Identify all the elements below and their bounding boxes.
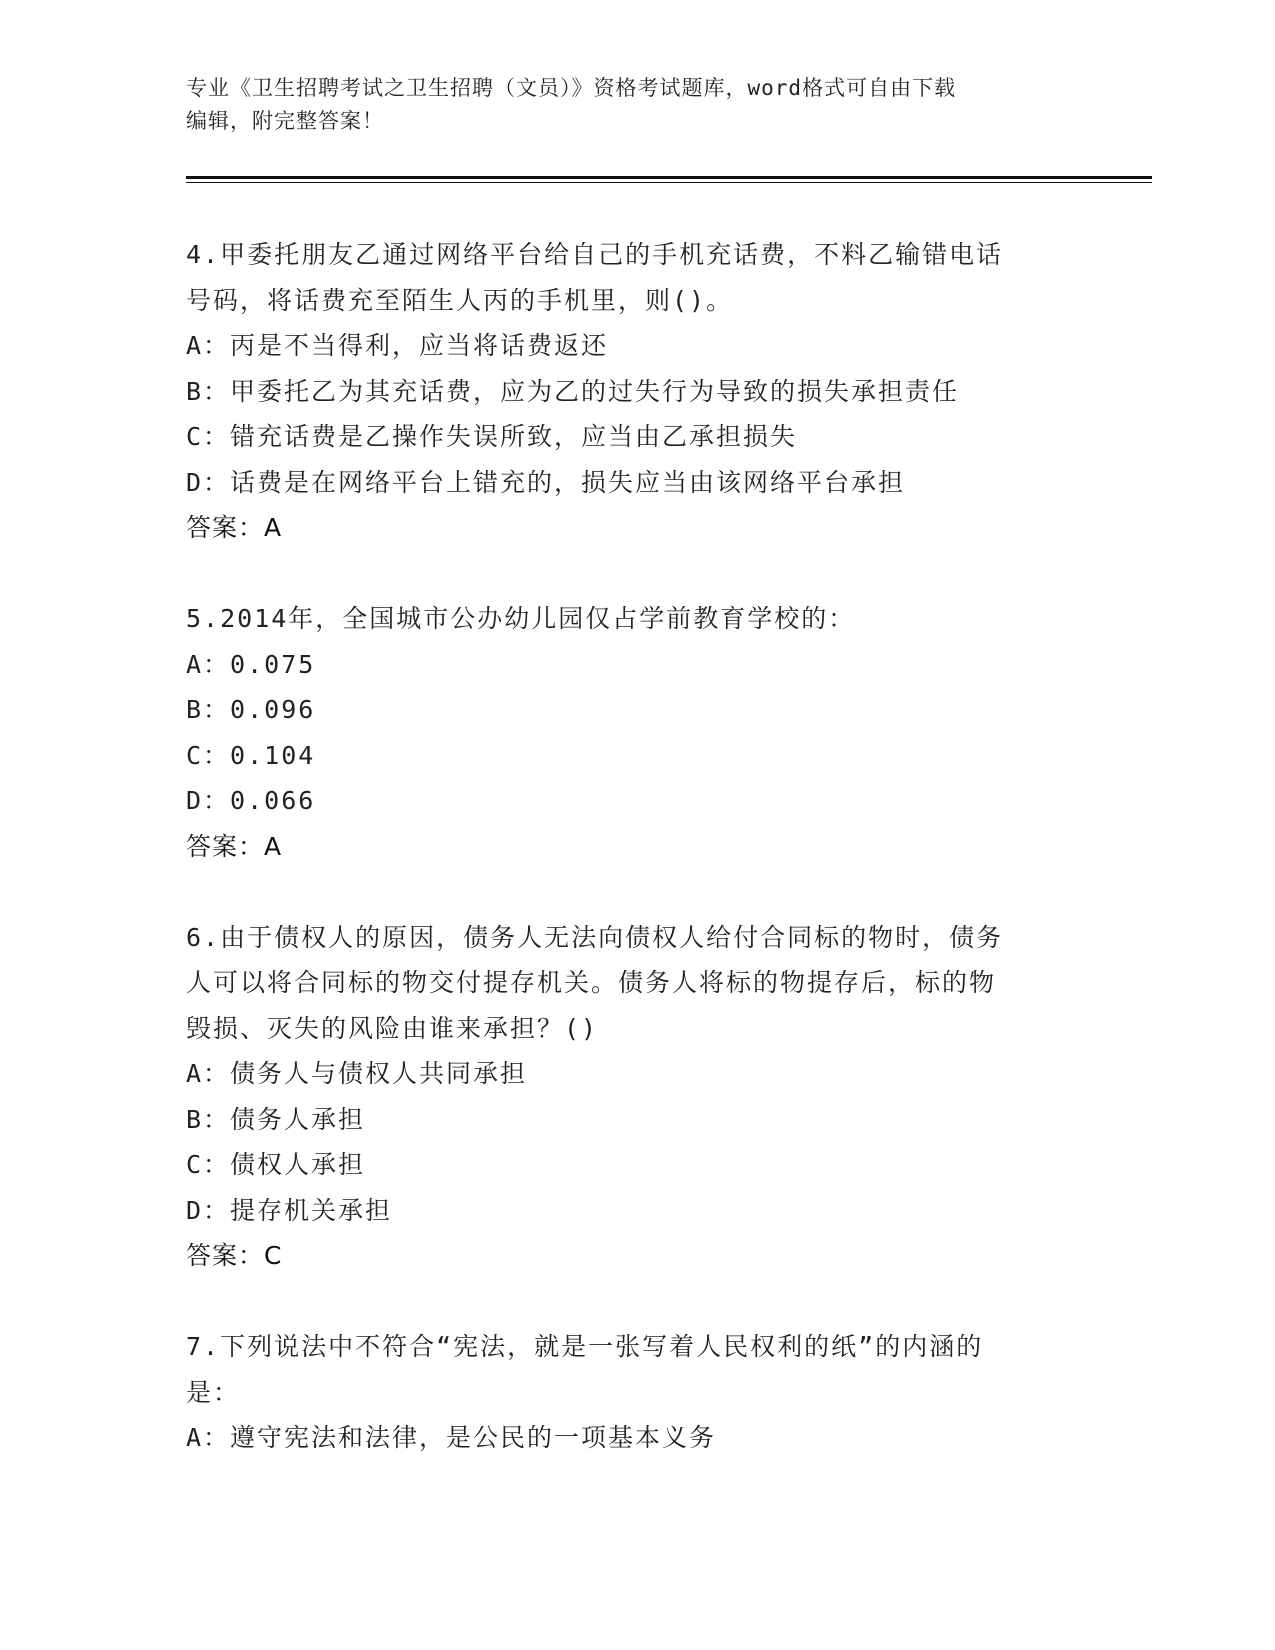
option-b: B：甲委托乙为其充话费，应为乙的过失行为导致的损失承担责任 xyxy=(186,376,960,406)
option-a: A：债务人与债权人共同承担 xyxy=(186,1059,528,1088)
option-a: A：0.075 xyxy=(186,649,316,679)
question-list xyxy=(186,232,1086,1461)
option-d: D：话费是在网络平台上错充的，损失应当由该网络平台承担 xyxy=(186,467,906,497)
question-stem-line: 6.由于债权人的原因，债务人无法向债权人给付合同标的物时，债务 xyxy=(186,922,1004,952)
answer-line: 答案：C xyxy=(186,1241,283,1270)
question-item xyxy=(186,232,1086,551)
question-stem-line: 毁损、灭失的风险由谁来承担？() xyxy=(186,1013,599,1043)
option-d: D：0.066 xyxy=(186,786,316,815)
option-c: C：0.104 xyxy=(186,740,316,770)
answer-line: 答案：A xyxy=(186,831,283,861)
option-a: A：丙是不当得利，应当将话费返还 xyxy=(186,331,609,360)
question-item xyxy=(186,915,1086,1279)
question-stem-line: 7.下列说法中不符合“宪法，就是一张写着人民权利的纸”的内涵的 xyxy=(186,1332,984,1361)
option-c: C：债权人承担 xyxy=(186,1150,366,1179)
question-stem-line: 4.甲委托朋友乙通过网络平台给自己的手机充话费，不料乙输错电话 xyxy=(186,240,1004,269)
question-stem-line: 是： xyxy=(186,1377,241,1407)
option-c: C：错充话费是乙操作失误所致，应当由乙承担损失 xyxy=(186,422,798,451)
question-item xyxy=(186,596,1086,869)
header-divider-thin xyxy=(186,182,1152,183)
option-b: B：债务人承担 xyxy=(186,1104,366,1134)
option-a: A：遵守宪法和法律，是公民的一项基本义务 xyxy=(186,1423,717,1452)
option-b: B：0.096 xyxy=(186,695,316,724)
question-spacer xyxy=(186,869,1086,915)
question-item xyxy=(186,1324,1086,1461)
option-d: D：提存机关承担 xyxy=(186,1195,393,1225)
question-stem-line: 5.2014年，全国城市公办幼儿园仅占学前教育学校的： xyxy=(186,604,856,633)
question-spacer xyxy=(186,1279,1086,1325)
question-stem-line: 号码，将话费充至陌生人丙的手机里，则()。 xyxy=(186,285,734,315)
question-stem-line: 人可以将合同标的物交付提存机关。债务人将标的物提存后，标的物 xyxy=(186,968,997,997)
header-line-1: 专业《卫生招聘考试之卫生招聘（文员）》资格考试题库，word格式可自由下载 xyxy=(186,76,957,100)
question-spacer xyxy=(186,551,1086,597)
answer-line: 答案：A xyxy=(186,513,283,542)
header-line-2: 编辑，附完整答案！ xyxy=(186,109,384,133)
header-divider-thick xyxy=(186,176,1152,179)
document-header xyxy=(186,72,1086,138)
